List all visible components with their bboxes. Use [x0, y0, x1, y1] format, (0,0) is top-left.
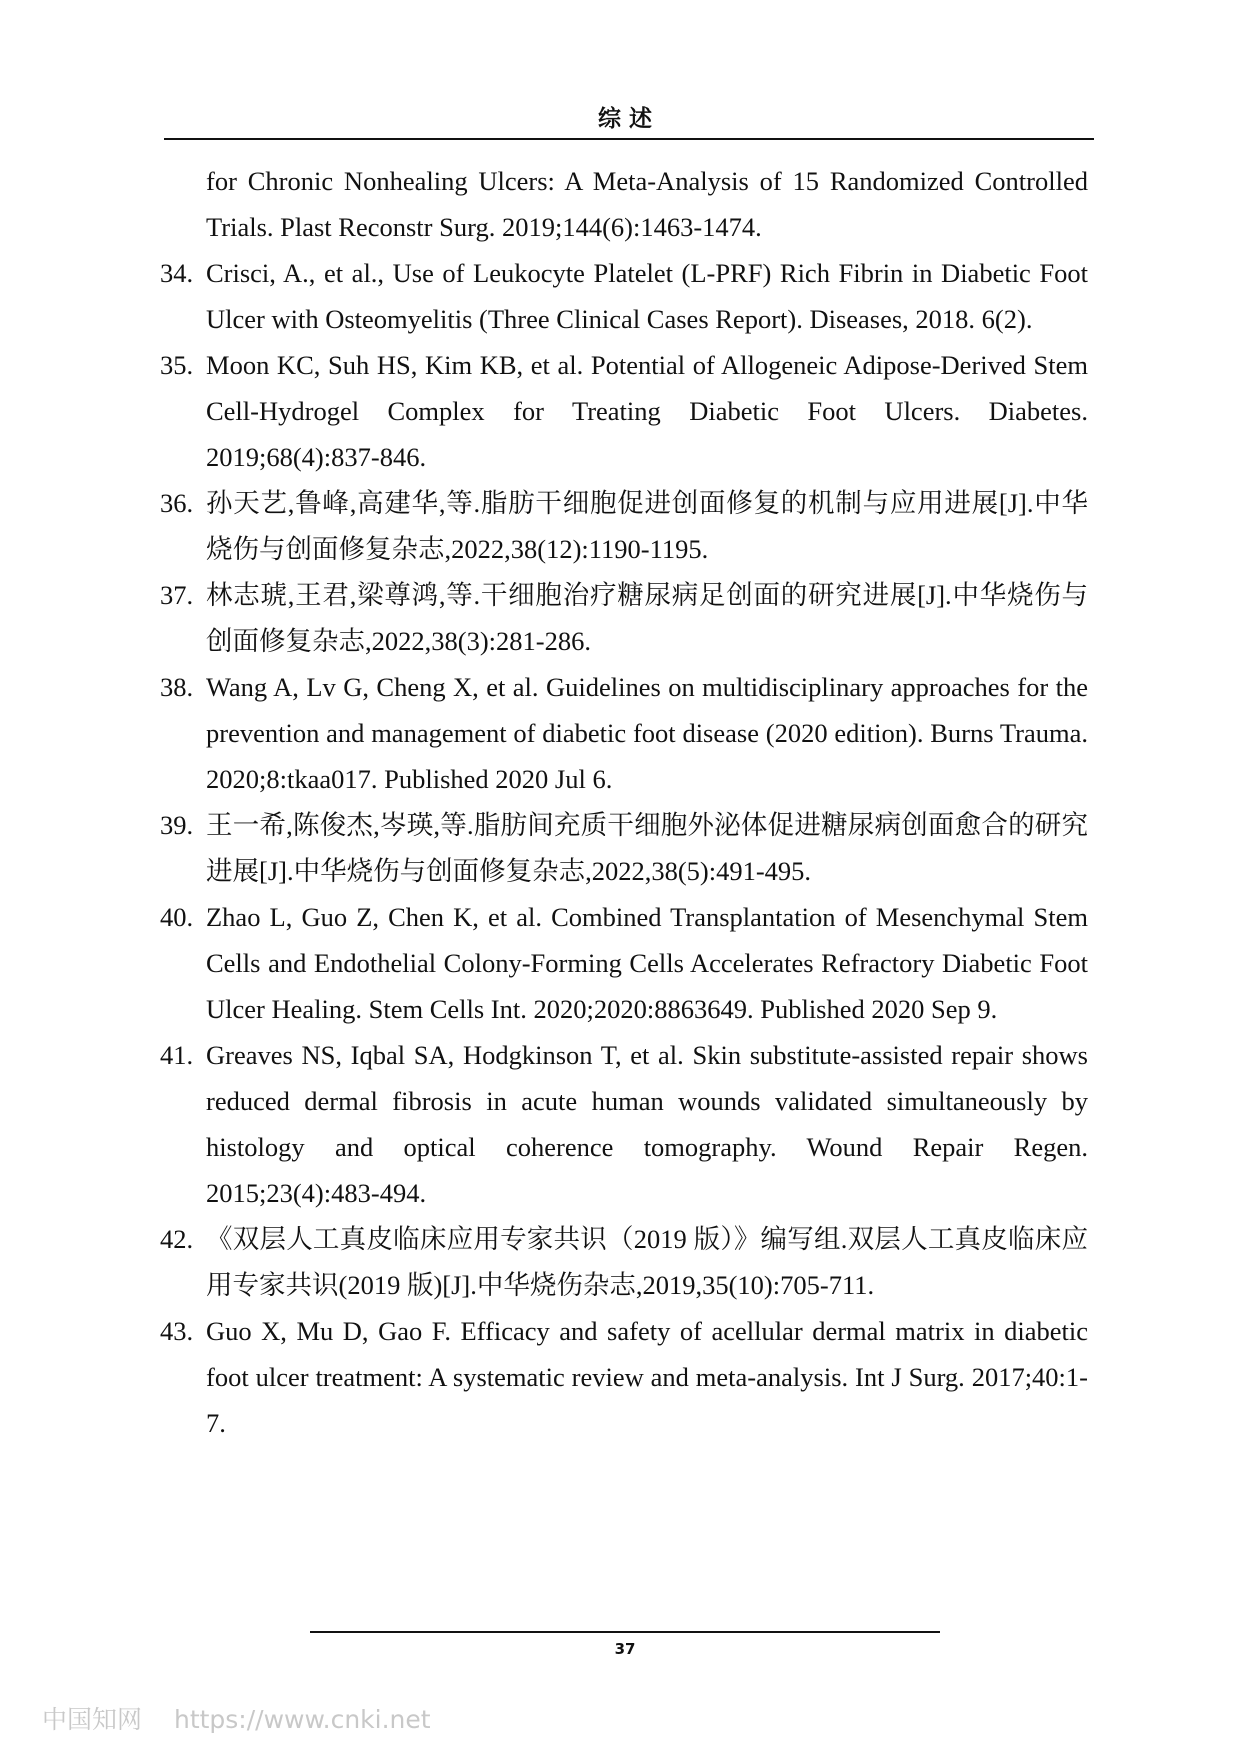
reference-text: 孙天艺,鲁峰,高建华,等.脂肪干细胞促进创面修复的机制与应用进展[J].中华烧伤与创面修复杂志,2022,38(12):1190-1195.	[206, 488, 1088, 564]
reference-item	[160, 342, 1088, 480]
reference-item	[160, 480, 1088, 572]
reference-item	[160, 158, 1088, 250]
reference-text: Crisci, A., et al., Use of Leukocyte Platelet (L-PRF) Rich Fibrin in Diabetic Foot Ulcer with Osteomyelitis (Three Clinical Cases Report). Diseases, 2018. 6(2).	[206, 258, 1088, 334]
reference-text: Guo X, Mu D, Gao F. Efficacy and safety of acellular dermal matrix in diabetic foot ulcer treatment: A systematic review and meta-analysis. Int J Surg. 2017;40:1-7.	[206, 1316, 1088, 1438]
page-header	[164, 104, 1094, 140]
reference-number: 35.	[160, 350, 194, 380]
page-number: 37	[614, 1640, 636, 1658]
watermark-site-name: 中国知网	[42, 1705, 143, 1734]
reference-number: 43.	[160, 1316, 194, 1346]
reference-item	[160, 250, 1088, 342]
reference-item	[160, 802, 1088, 894]
reference-item	[160, 1032, 1088, 1216]
reference-item	[160, 1308, 1088, 1446]
reference-text: Wang A, Lv G, Cheng X, et al. Guidelines on multidisciplinary approaches for the prevention and management of diabetic foot disease (2020 edition). Burns Trauma. 2020;8:tkaa017. Published 2020 Jul 6.	[206, 672, 1088, 794]
reference-number: 37.	[160, 580, 194, 610]
footer-divider	[310, 1631, 940, 1633]
reference-item	[160, 664, 1088, 802]
reference-item	[160, 572, 1088, 664]
reference-text: for Chronic Nonhealing Ulcers: A Meta-Analysis of 15 Randomized Controlled Trials. Plast Reconstr Surg. 2019;144(6):1463-1474.	[206, 166, 1088, 242]
reference-number: 42.	[160, 1224, 194, 1254]
reference-text: 林志琥,王君,梁尊鸿,等.干细胞治疗糖尿病足创面的研究进展[J].中华烧伤与创面修复杂志,2022,38(3):281-286.	[206, 580, 1088, 656]
reference-text: Greaves NS, Iqbal SA, Hodgkinson T, et al. Skin substitute-assisted repair shows reduced dermal fibrosis in acute human wounds validated simultaneously by histology and optical coherence tomography. Wound Repair Regen. 2015;23(4):483-494.	[206, 1040, 1088, 1208]
reference-text: Moon KC, Suh HS, Kim KB, et al. Potential of Allogeneic Adipose-Derived Stem Cell-Hydrogel Complex for Treating Diabetic Foot Ulcers. Diabetes. 2019;68(4):837-846.	[206, 350, 1088, 472]
reference-list	[160, 158, 1088, 1446]
reference-number: 34.	[160, 258, 194, 288]
reference-number: 40.	[160, 902, 194, 932]
reference-number: 39.	[160, 810, 194, 840]
reference-item	[160, 1216, 1088, 1308]
reference-text: 王一希,陈俊杰,岑瑛,等.脂肪间充质干细胞外泌体促进糖尿病创面愈合的研究进展[J].中华烧伤与创面修复杂志,2022,38(5):491-495.	[206, 810, 1088, 886]
watermark-url: https://www.cnki.net	[173, 1705, 431, 1734]
reference-number: 41.	[160, 1040, 194, 1070]
section-title: 综述	[598, 106, 660, 132]
reference-number: 38.	[160, 672, 194, 702]
reference-text: Zhao L, Guo Z, Chen K, et al. Combined Transplantation of Mesenchymal Stem Cells and Endothelial Colony-Forming Cells Accelerates Refractory Diabetic Foot Ulcer Healing. Stem Cells Int. 2020;2020:8863649. Published 2020 Sep 9.	[206, 902, 1088, 1024]
reference-number: 36.	[160, 488, 194, 518]
reference-text: 《双层人工真皮临床应用专家共识（2019 版）》编写组.双层人工真皮临床应用专家共识(2019 版)[J].中华烧伤杂志,2019,35(10):705-711.	[206, 1224, 1088, 1300]
watermark	[42, 1700, 455, 1736]
reference-item	[160, 894, 1088, 1032]
